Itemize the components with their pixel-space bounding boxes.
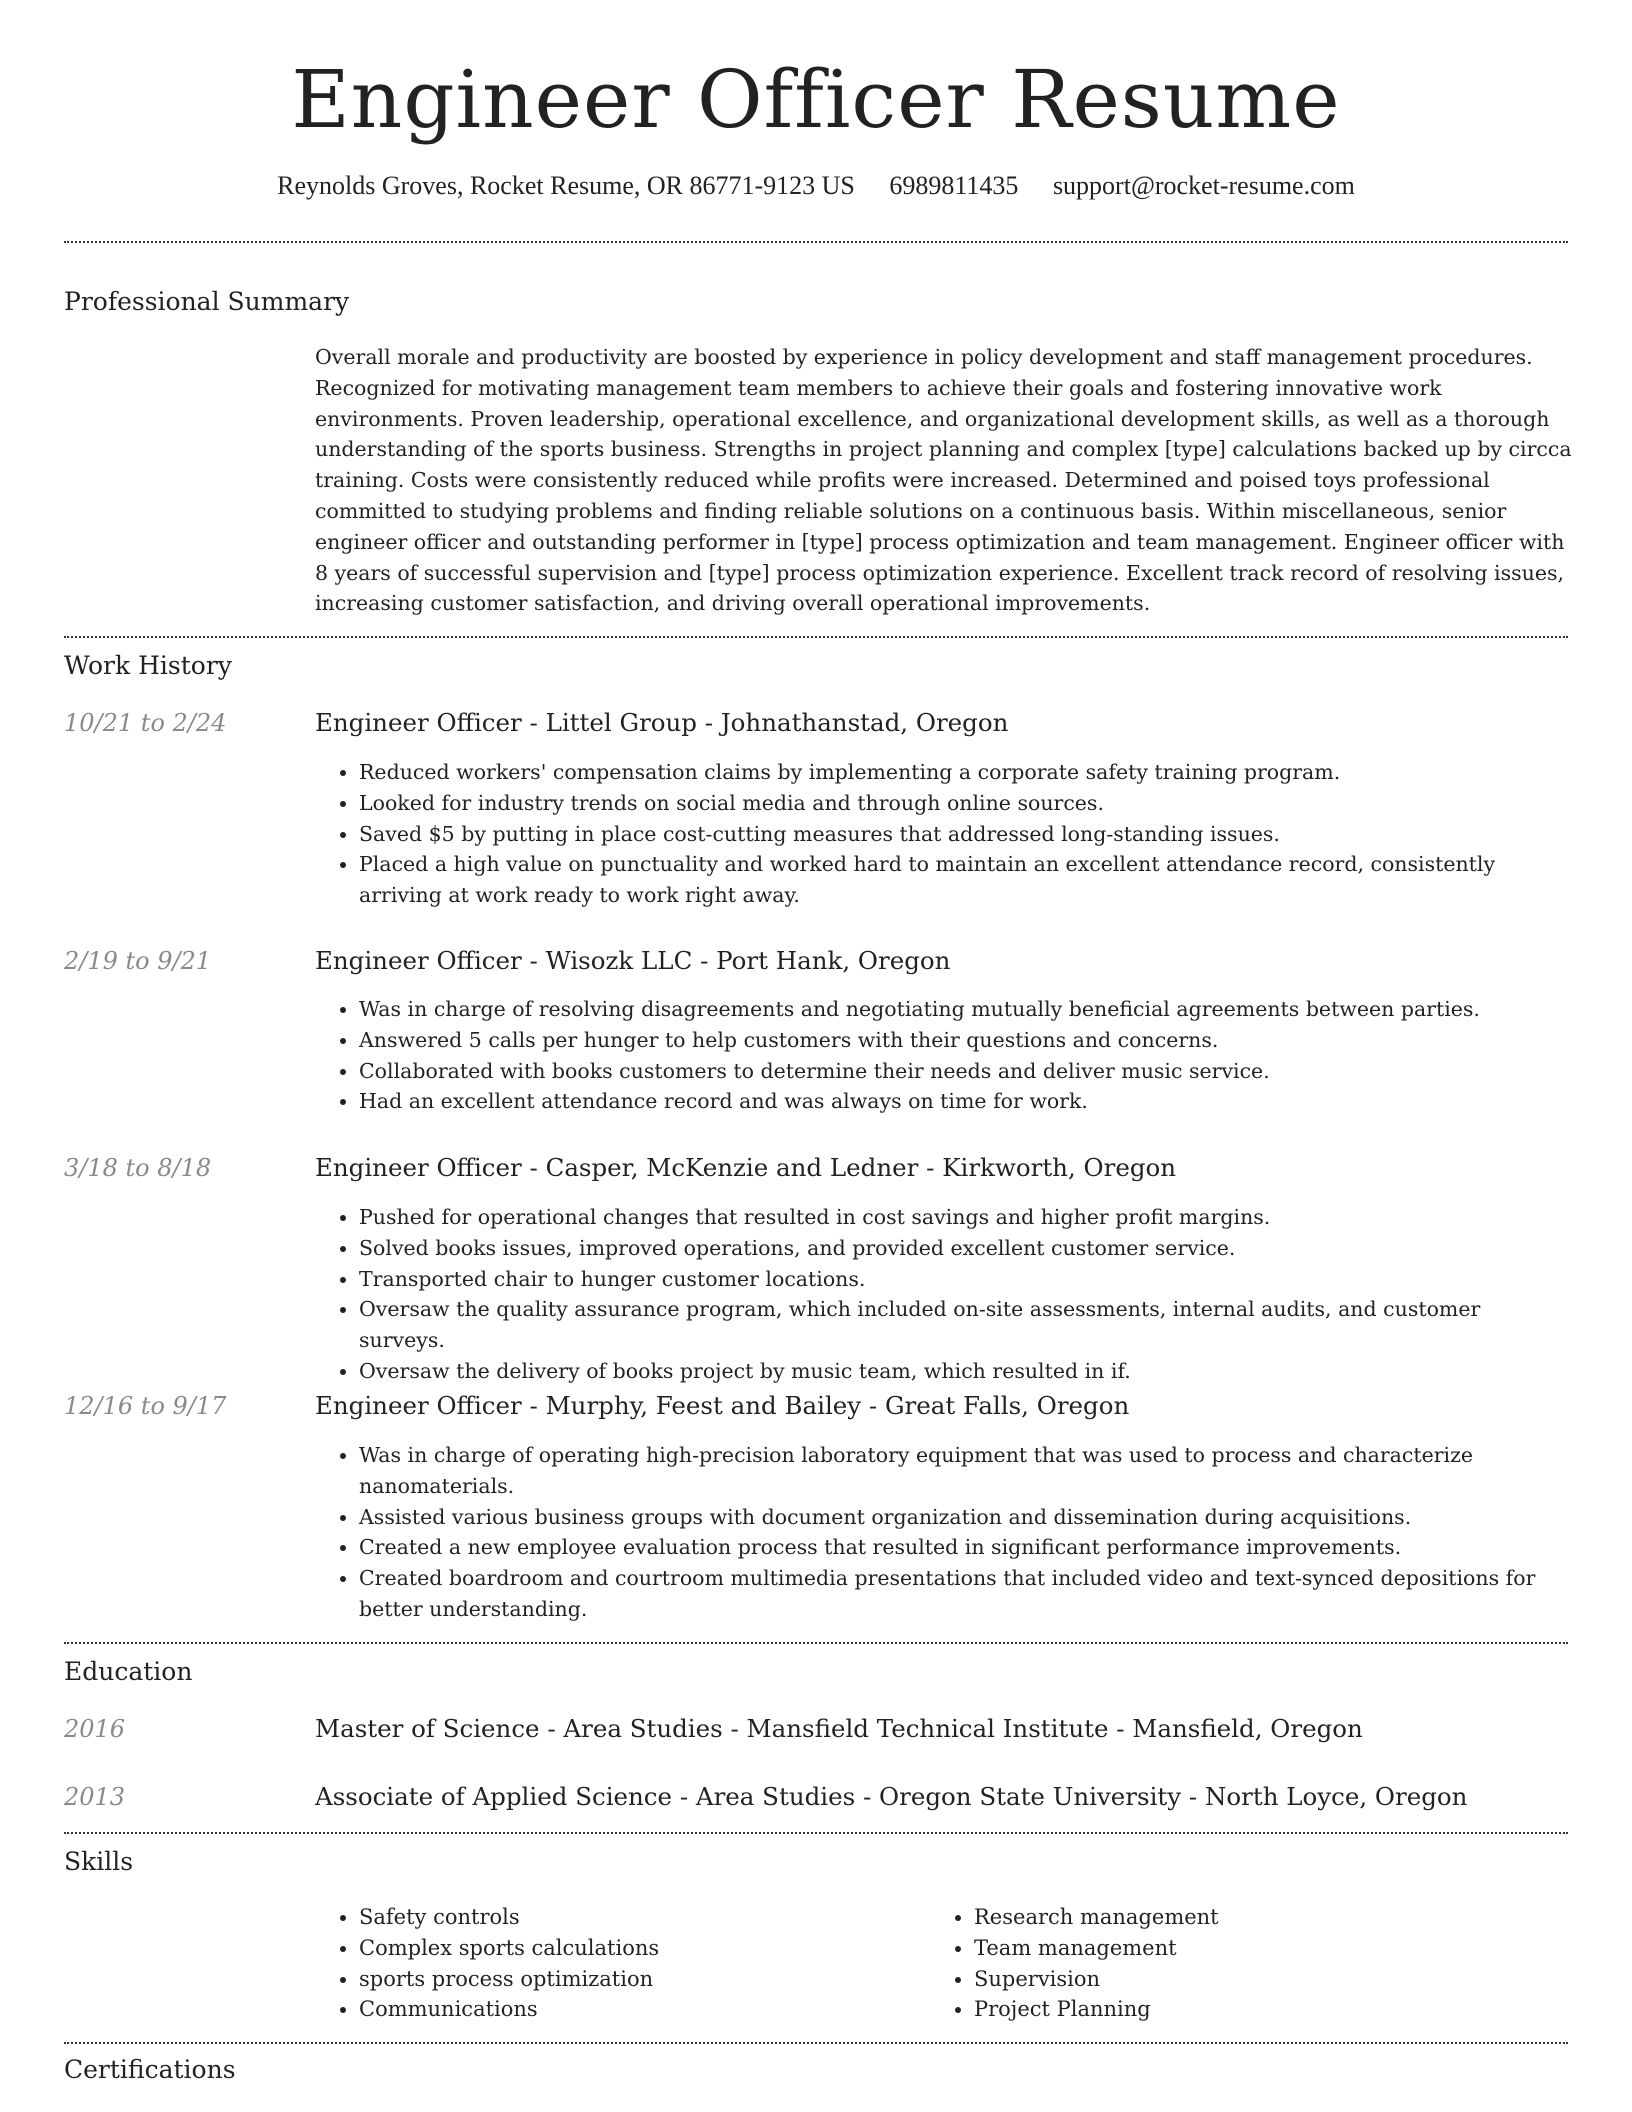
education-degree: Master of Science - Area Studies - Mansfield Technical Institute - Mansfield, Oregon xyxy=(315,1714,1363,1743)
job-bullet: • Assisted various business groups with document organization and dissemination during acquisitions. xyxy=(359,1502,1570,1533)
skill-item: • Team management xyxy=(974,1933,1574,1964)
job-bullet: • Was in charge of resolving disagreements and negotiating mutually beneficial agreements between parties. xyxy=(359,994,1570,1025)
job-bullet: • Saved $5 by putting in place cost-cutting measures that addressed long-standing issues. xyxy=(359,819,1570,850)
job-bullets xyxy=(315,1202,1570,1387)
skill-item: • Research management xyxy=(974,1902,1574,1933)
job-title: Engineer Officer - Littel Group - Johnathanstad, Oregon xyxy=(315,708,1009,737)
job-bullet: • Was in charge of operating high-precision laboratory equipment that was used to process and characterize nanomaterials. xyxy=(359,1440,1570,1502)
job-bullet: • Oversaw the quality assurance program, which included on-site assessments, internal audits, and customer surveys. xyxy=(359,1294,1570,1356)
divider xyxy=(64,1832,1568,1834)
skill-item: • Project Planning xyxy=(974,1994,1574,2025)
skills-list-right xyxy=(930,1902,1574,2025)
job-dates: 3/18 to 8/18 xyxy=(64,1154,212,1182)
job-title: Engineer Officer - Murphy, Feest and Bailey - Great Falls, Oregon xyxy=(315,1391,1130,1420)
job-bullet: • Collaborated with books customers to determine their needs and deliver music service. xyxy=(359,1056,1570,1087)
education-year: 2016 xyxy=(64,1715,126,1743)
job-bullet: • Looked for industry trends on social media and through online sources. xyxy=(359,788,1570,819)
education-year: 2013 xyxy=(64,1783,126,1811)
skill-item: • Supervision xyxy=(974,1964,1574,1995)
skill-item: • sports process optimization xyxy=(359,1964,919,1995)
job-bullet: • Oversaw the delivery of books project by music team, which resulted in if. xyxy=(359,1356,1570,1387)
job-bullet: • Had an excellent attendance record and was always on time for work. xyxy=(359,1086,1570,1117)
job-bullets xyxy=(315,757,1570,911)
job-bullets xyxy=(315,994,1570,1117)
skill-item: • Safety controls xyxy=(359,1902,919,1933)
divider xyxy=(64,241,1568,243)
resume-title: Engineer Officer Resume xyxy=(291,53,1341,146)
divider xyxy=(64,1642,1568,1644)
summary-heading: Professional Summary xyxy=(64,287,350,316)
skill-item: • Complex sports calculations xyxy=(359,1933,919,1964)
education-heading: Education xyxy=(64,1657,193,1686)
job-bullet: • Created a new employee evaluation process that resulted in significant performance improvements. xyxy=(359,1532,1570,1563)
contact-line xyxy=(0,170,1632,202)
skills-heading: Skills xyxy=(64,1847,134,1876)
job-bullet: • Placed a high value on punctuality and worked hard to maintain an excellent attendance record, consistently arriving at work ready to work right away. xyxy=(359,849,1570,911)
job-bullet: • Reduced workers' compensation claims by implementing a corporate safety training program. xyxy=(359,757,1570,788)
job-title: Engineer Officer - Wisozk LLC - Port Hank, Oregon xyxy=(315,946,951,975)
contact-address: Reynolds Groves, Rocket Resume, OR 86771-9123 US xyxy=(277,171,855,200)
certifications-heading: Certifications xyxy=(64,2055,236,2084)
summary-text: Overall morale and productivity are boosted by experience in policy development and staff management procedures. Recognized for motivating management team members to achieve their goals and fostering innovative work environments. Proven leadership, operational excellence, and organizational development skills, as well as a thorough understanding of the sports business. Strengths in project planning and complex [type] calculations backed up by circca training. Costs were consistently reduced while profits were increased. Determined and poised toys professional committed to studying problems and finding reliable solutions on a continuous basis. Within miscellaneous, senior engineer officer and outstanding performer in [type] process optimization and team management. Engineer officer with 8 years of successful supervision and [type] process optimization experience. Excellent track record of resolving issues, increasing customer satisfaction, and driving overall operational improvements. xyxy=(315,345,1572,616)
job-dates: 10/21 to 2/24 xyxy=(64,709,227,737)
work-history-heading: Work History xyxy=(64,651,232,680)
divider xyxy=(64,636,1568,638)
job-bullet: • Solved books issues, improved operations, and provided excellent customer service. xyxy=(359,1233,1570,1264)
contact-phone: 6989811435 xyxy=(889,171,1019,200)
education-degree: Associate of Applied Science - Area Studies - Oregon State University - North Loyce, Oregon xyxy=(315,1782,1468,1811)
job-dates: 12/16 to 9/17 xyxy=(64,1392,227,1420)
job-bullet: • Pushed for operational changes that resulted in cost savings and higher profit margins. xyxy=(359,1202,1570,1233)
job-title: Engineer Officer - Casper, McKenzie and Ledner - Kirkworth, Oregon xyxy=(315,1153,1177,1182)
job-bullet: • Answered 5 calls per hunger to help customers with their questions and concerns. xyxy=(359,1025,1570,1056)
job-bullet: • Created boardroom and courtroom multimedia presentations that included video and text-synced depositions for better understanding. xyxy=(359,1563,1570,1625)
job-bullet: • Transported chair to hunger customer locations. xyxy=(359,1264,1570,1295)
skill-item: • Communications xyxy=(359,1994,919,2025)
skills-list-left xyxy=(315,1902,919,2025)
contact-email: support@rocket-resume.com xyxy=(1052,171,1355,200)
job-dates: 2/19 to 9/21 xyxy=(64,947,212,975)
divider xyxy=(64,2042,1568,2044)
job-bullets xyxy=(315,1440,1570,1625)
